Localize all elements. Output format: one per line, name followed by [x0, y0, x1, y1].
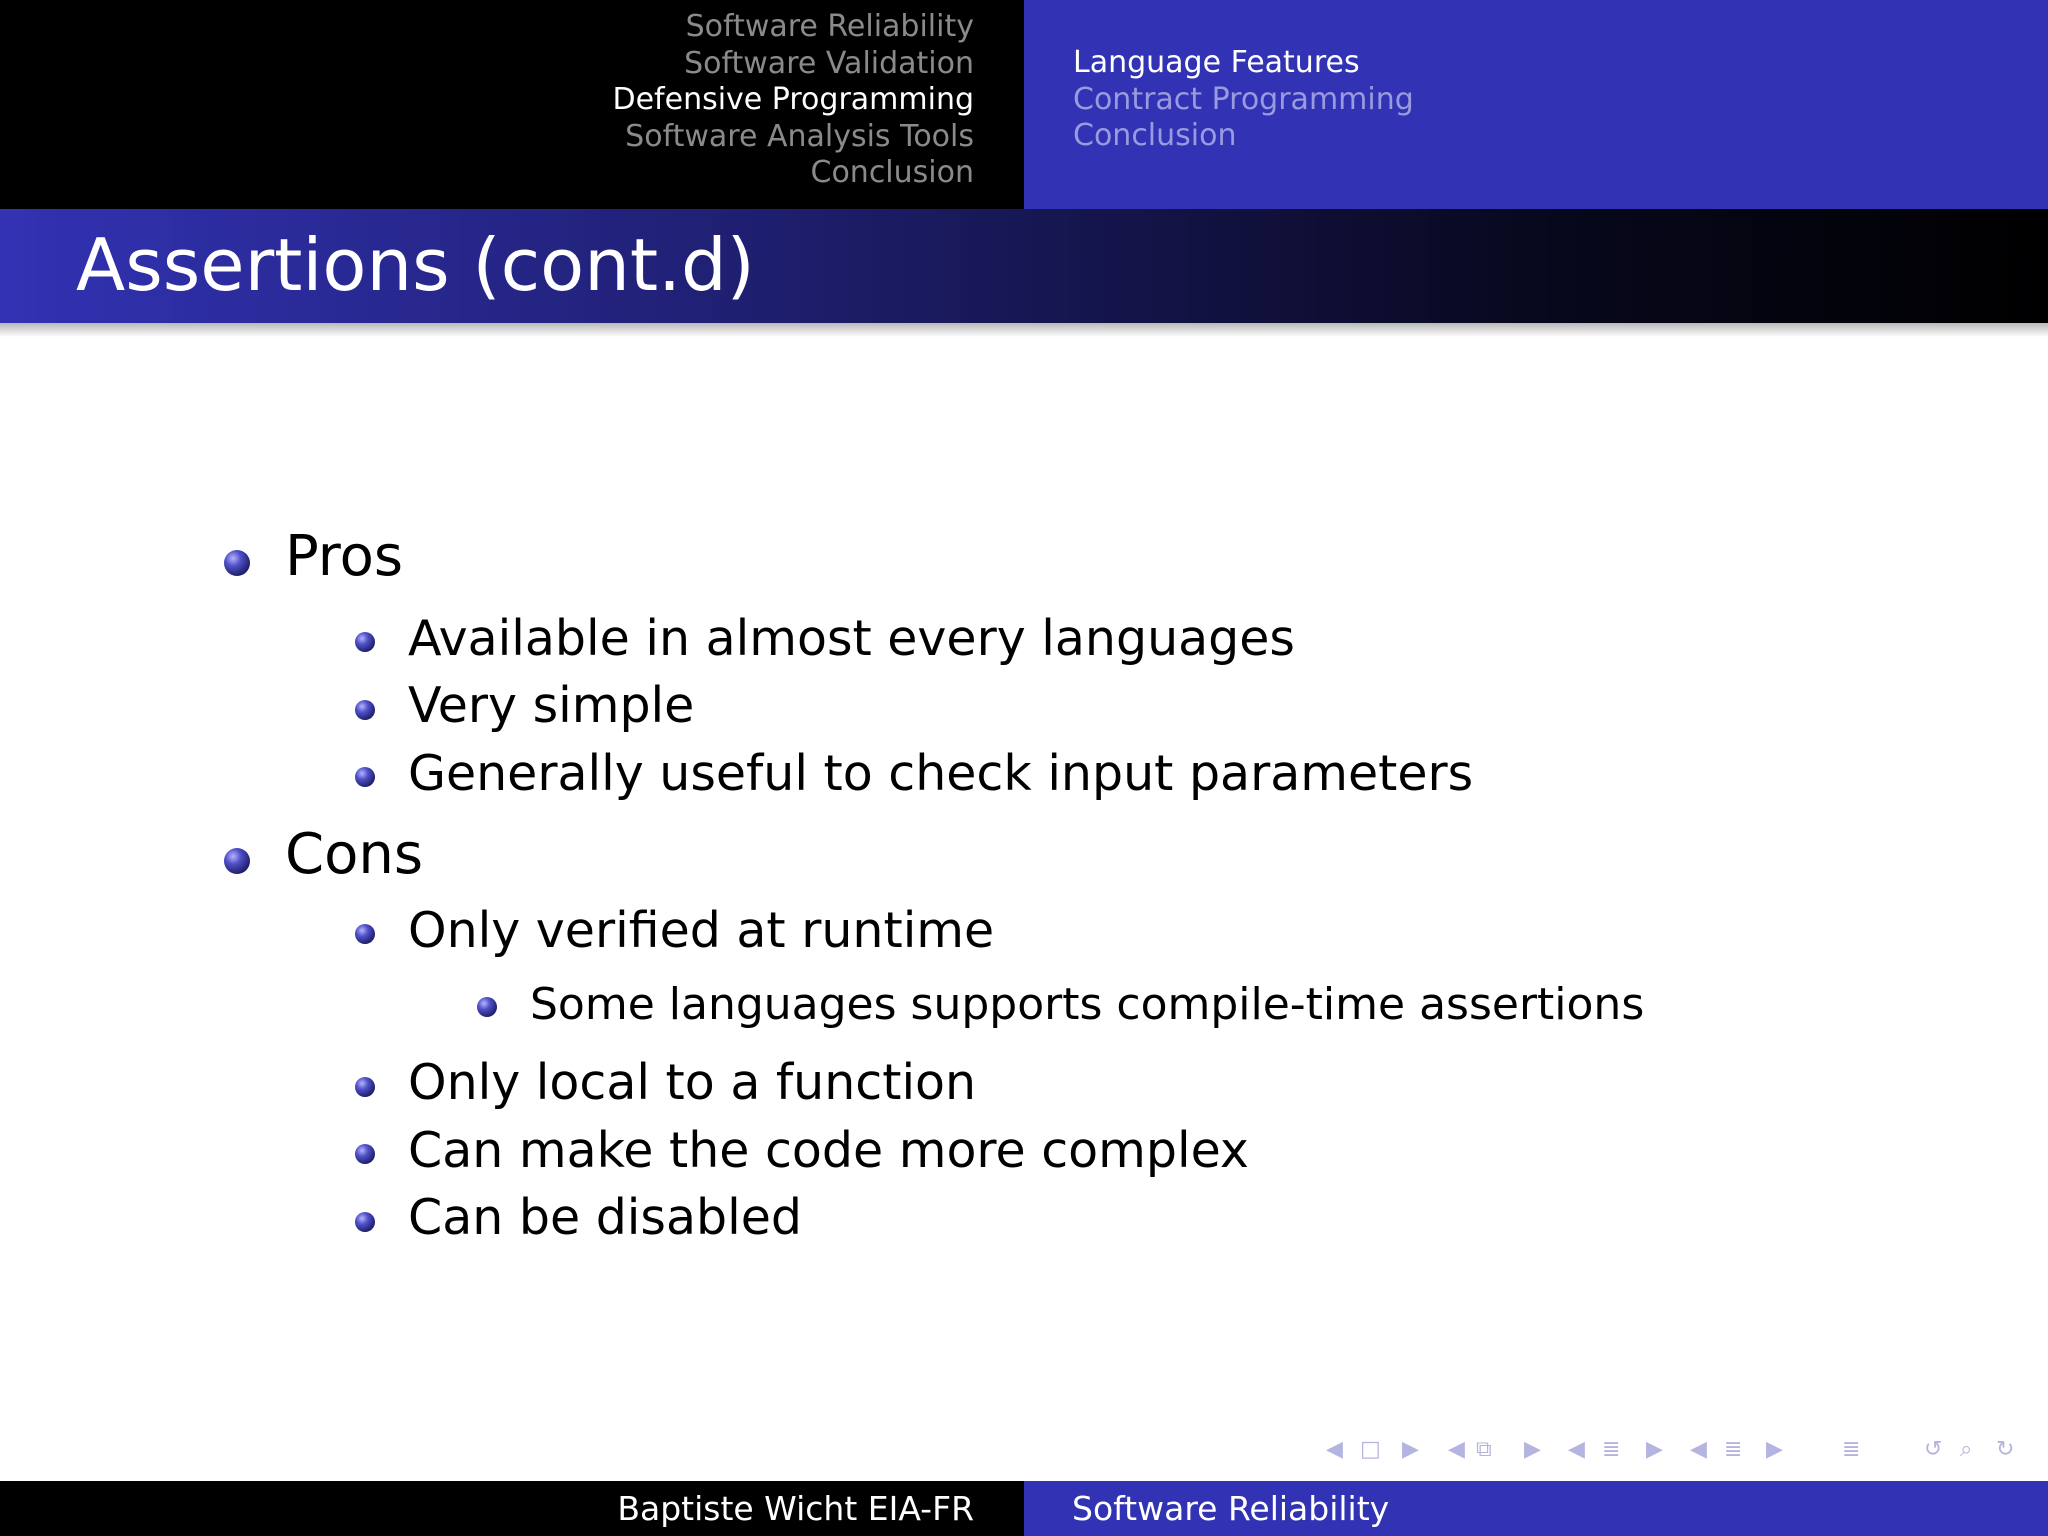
section-icon[interactable]: ≣	[1602, 1437, 1621, 1462]
frame-title: Assertions (cont.d)	[76, 223, 755, 307]
pros-heading: Pros	[285, 524, 404, 589]
bullet-icon	[477, 997, 497, 1017]
subsection-item-conclusion[interactable]: Conclusion	[1073, 118, 1237, 153]
subsection-prev-icon[interactable]: ◀	[1448, 1437, 1465, 1462]
footline-author-box	[0, 1481, 1024, 1536]
document-next-icon[interactable]: ▶	[1766, 1437, 1783, 1462]
pros-item: Available in almost every languages	[408, 610, 1295, 667]
subsection-navigation	[1024, 0, 2048, 209]
section-item-software-validation[interactable]: Software Validation	[684, 45, 974, 81]
cons-item: Can make the code more complex	[408, 1122, 1249, 1179]
subsection-item-contract-programming[interactable]: Contract Programming	[1073, 81, 1414, 117]
search-icon[interactable]: ⌕	[1960, 1437, 1973, 1462]
section-item-software-reliability[interactable]: Software Reliability	[685, 9, 974, 44]
section-item-conclusion[interactable]: Conclusion	[810, 155, 974, 190]
subsection-icon[interactable]: ⧉	[1476, 1437, 1492, 1462]
footline-title-box	[1024, 1481, 2048, 1536]
subsection-list	[1073, 45, 1414, 155]
subsection-item-language-features[interactable]: Language Features	[1073, 45, 1360, 80]
cons-item: Only local to a function	[408, 1054, 977, 1111]
frame-next-icon[interactable]: ▶	[1402, 1437, 1419, 1462]
title-shadow	[0, 323, 2048, 337]
bullet-icon	[224, 550, 250, 576]
frame-icon[interactable]: □	[1360, 1437, 1381, 1462]
footer-author: Baptiste Wicht EIA-FR	[617, 1489, 974, 1528]
document-icon[interactable]: ≣	[1724, 1437, 1743, 1462]
appendix-icon[interactable]: ≣	[1842, 1437, 1861, 1462]
bullet-icon	[355, 700, 375, 720]
section-item-defensive-programming[interactable]: Defensive Programming	[612, 82, 974, 117]
pros-item: Very simple	[408, 677, 695, 734]
bullet-icon	[355, 767, 375, 787]
section-prev-icon[interactable]: ◀	[1568, 1437, 1585, 1462]
navigation-symbols	[0, 1430, 2048, 1470]
subsection-next-icon[interactable]: ▶	[1524, 1437, 1541, 1462]
frame-title-bar	[0, 209, 2048, 323]
section-navigation	[0, 0, 1024, 209]
pros-item: Generally useful to check input parameters	[408, 745, 1474, 802]
section-list	[613, 9, 975, 192]
section-next-icon[interactable]: ▶	[1646, 1437, 1663, 1462]
bullet-icon	[355, 924, 375, 944]
bullet-icon	[355, 1144, 375, 1164]
cons-subitem: Some languages supports compile-time assertions	[530, 979, 1645, 1030]
bullet-icon	[355, 1212, 375, 1232]
bullet-icon	[355, 632, 375, 652]
back-icon[interactable]: ↺	[1924, 1437, 1943, 1462]
bullet-icon	[224, 848, 250, 874]
cons-item: Can be disabled	[408, 1189, 802, 1246]
cons-item: Only verified at runtime	[408, 902, 995, 959]
forward-icon[interactable]: ↻	[1996, 1437, 2015, 1462]
bullet-icon	[355, 1077, 375, 1097]
frame-prev-icon[interactable]: ◀	[1326, 1437, 1343, 1462]
document-prev-icon[interactable]: ◀	[1690, 1437, 1707, 1462]
footer-title: Software Reliability	[1072, 1489, 1390, 1528]
section-item-software-analysis-tools[interactable]: Software Analysis Tools	[625, 118, 974, 154]
cons-heading: Cons	[285, 822, 424, 887]
